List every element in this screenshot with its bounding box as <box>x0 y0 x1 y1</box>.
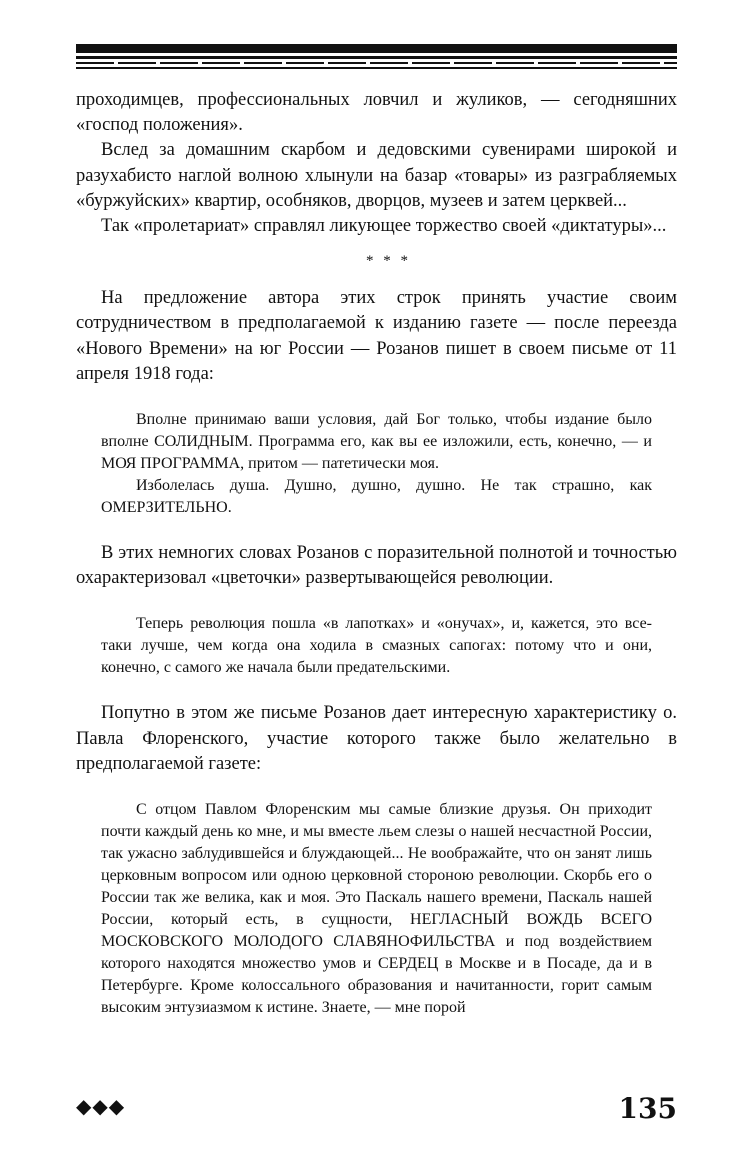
paragraph-bazaar: Вслед за домашним скарбом и дедовскими сувенирами широкой и разухабисто наглой волною хлынули на базар «товары» из разграбляемых «буржуйских» квартир, особняков, дворцов, музеев и затем церквей... <box>76 140 677 211</box>
header-rule-thick <box>76 44 677 53</box>
paragraph-flowers: В этих немногих словах Розанов с поразительной полнотой и точностью охарактеризовал «цветочки» развертывающейся революции. <box>76 543 677 589</box>
paragraph-proletariat: Так «пролетариат» справлял ликующее торжество своей «диктатуры»... <box>101 216 667 237</box>
header-rule-dashed <box>76 62 677 64</box>
page-number: 135 <box>618 1092 677 1125</box>
page-body <box>76 88 677 1019</box>
quote-conditions: Вполне принимаю ваши условия, дай Бог только, чтобы издание было вполне СОЛИДНЫМ. Программа его, как вы ее изложили, есть, конечно, — и МОЯ ПРОГРАММА, притом — патетически моя. <box>101 411 652 473</box>
header-rule <box>76 44 677 70</box>
paragraph-continuation: проходимцев, профессиональных ловчил и жуликов, — сегодняшних «господ положения». <box>76 90 677 136</box>
quote-florensky: С отцом Павлом Флоренским мы самые близкие друзья. Он приходит почти каждый день ко мне, и мы вместе льем слезы о нашей несчастной России, так ужасно заблудившейся и блуждающей... Не воображайте, что он занят лишь церковным вопросом или одною церковной стороною революции. Скорбь его о России так же велика, как и моя. Это Паскаль нашего времени, Паскаль нашей России, который есть, в сущности, НЕГЛАСНЫЙ ВОЖДЬ ВСЕГО МОСКОВСКОГО МОЛОДОГО СЛАВЯНОФИЛЬСТВА и под воздействием которого находятся множество умов и СЕРДЕЦ в Москве и в Посаде, да и в Петербурге. Кроме колоссального образования и начитанности, горит самым высоким энтузиазмом к истине. Знаете, — мне порой <box>101 801 652 1017</box>
diamond-ornament-icon: ◆◆◆ <box>76 1094 126 1118</box>
page-footer <box>76 1092 677 1124</box>
paragraph-florensky-intro: Попутно в этом же письме Розанов дает интересную характеристику о. Павла Флоренского, участие которого также было желательно в предполагаемой газете: <box>76 703 677 774</box>
section-separator: * * * <box>366 253 411 270</box>
paragraph-proposal: На предложение автора этих строк принять участие своим сотрудничеством в предполагаемой к изданию газете — после переезда «Нового Времени» на юг России — Розанов пишет в своем письме от 11 апреля 1918 года: <box>76 288 677 384</box>
quote-soul: Изболелась душа. Душно, душно, душно. Не так страшно, как ОМЕРЗИТЕЛЬНО. <box>101 477 652 517</box>
header-rule-thin <box>76 67 677 69</box>
quote-revolution: Теперь революция пошла «в лапотках» и «онучах», и, кажется, это все-таки лучше, чем когда она ходила в смазных сапогах: потому что и они, конечно, с самого же начала были предательскими. <box>101 615 652 677</box>
header-rule-mid <box>76 56 677 59</box>
